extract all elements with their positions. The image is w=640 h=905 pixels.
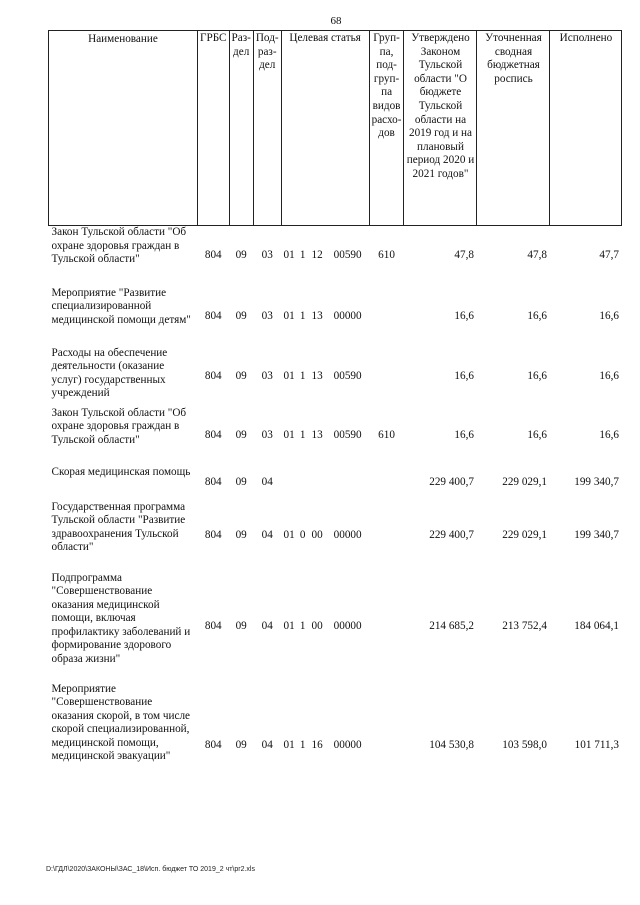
cell-executed: 199 340,7 [574, 476, 619, 489]
table-row [49, 572, 622, 683]
cell-direction: 00000 [333, 309, 362, 322]
cell-grbs: 804 [204, 309, 222, 322]
header-name: Наименование [49, 31, 198, 226]
cell-grbs: 804 [204, 369, 222, 382]
cell-event: 13 [311, 429, 323, 442]
cell-razdel: 09 [235, 369, 247, 382]
cell-expense-type [369, 287, 404, 347]
cell-expense-type [369, 466, 404, 501]
cell-executed: 16,6 [599, 369, 619, 382]
cell-subprogram: 1 [299, 309, 306, 322]
budget-table [48, 30, 622, 810]
cell-expense-type [369, 347, 404, 407]
cell-refined: 16,6 [527, 309, 547, 322]
row-name: Государственная программа Тульской области "Развитие здравоохранения Тульской области" [51, 500, 186, 554]
cell-event: 00 [311, 529, 323, 542]
header-approved: Утверждено Законом Тульской области "О бюджете Тульской области на 2019 год и на плановый период 2020 и 2021 годов" [404, 31, 477, 226]
table-row [49, 287, 622, 347]
cell-podrazdel: 03 [261, 429, 273, 442]
cell-approved: 229 400,7 [429, 529, 474, 542]
cell-executed: 16,6 [599, 309, 619, 322]
cell-event: 13 [311, 309, 323, 322]
cell-razdel: 09 [235, 529, 247, 542]
cell-refined: 16,6 [527, 429, 547, 442]
header-target-article: Целевая статья [281, 31, 369, 226]
cell-podrazdel: 03 [261, 249, 273, 262]
cell-refined: 213 752,4 [502, 620, 547, 633]
header-executed: Исполнено [550, 31, 622, 226]
header-razdel: Раз-дел [229, 31, 253, 226]
table-row [49, 226, 622, 287]
header-refined: Уточненная сводная бюджетная роспись [477, 31, 550, 226]
cell-program: 01 [283, 309, 295, 322]
cell-expense-type [369, 683, 404, 810]
cell-subprogram: 1 [299, 249, 306, 262]
row-name: Подпрограмма "Совершенствование оказания медицинской помощи, включая профилактику заболеваний и формирование здорового образа жизни" [51, 571, 191, 666]
cell-razdel: 09 [235, 620, 247, 633]
cell-approved: 47,8 [454, 249, 474, 262]
cell-event [308, 466, 326, 501]
cell-event: 00 [311, 620, 323, 633]
header-grbs: ГРБС [198, 31, 230, 226]
cell-refined: 16,6 [527, 369, 547, 382]
cell-razdel: 09 [235, 309, 247, 322]
table-row [49, 407, 622, 466]
cell-grbs: 804 [204, 429, 222, 442]
cell-executed: 47,7 [599, 249, 619, 262]
cell-executed: 16,6 [599, 429, 619, 442]
table-row [49, 347, 622, 407]
cell-program: 01 [283, 529, 295, 542]
cell-podrazdel: 03 [261, 369, 273, 382]
file-path-footer: D:\ГДЛ\2020\ЗАКОНЫ\ЗАС_18\Исп. бюджет ТО 2019_2 чт\pr2.xls [46, 866, 255, 873]
cell-subprogram: 1 [299, 429, 306, 442]
cell-program: 01 [283, 620, 295, 633]
cell-approved: 229 400,7 [429, 476, 474, 489]
cell-podrazdel: 03 [261, 309, 273, 322]
cell-expense-type: 610 [378, 249, 395, 262]
cell-executed: 184 064,1 [574, 620, 619, 633]
row-name: Расходы на обеспечение деятельности (оказание услуг) государственных учреждений [51, 346, 168, 400]
cell-program: 01 [283, 369, 295, 382]
cell-podrazdel: 04 [261, 739, 273, 752]
page-number: 68 [330, 15, 342, 27]
cell-approved: 104 530,8 [429, 739, 474, 752]
row-name: Мероприятие "Совершенствование оказания скорой, в том числе скорой специализированной, медицинской помощи, медицинской эвакуации" [51, 682, 191, 763]
cell-event: 12 [311, 249, 323, 262]
cell-grbs: 804 [204, 739, 222, 752]
table-row [49, 683, 622, 810]
cell-event: 16 [311, 739, 323, 752]
cell-program: 01 [283, 429, 295, 442]
cell-approved: 16,6 [454, 429, 474, 442]
cell-program: 01 [283, 249, 295, 262]
cell-expense-type [369, 572, 404, 683]
cell-direction: 00590 [333, 249, 362, 262]
row-name: Скорая медицинская помощь [51, 465, 191, 478]
cell-direction: 00590 [333, 369, 362, 382]
cell-grbs: 804 [204, 529, 222, 542]
cell-refined: 229 029,1 [502, 476, 547, 489]
cell-direction: 00590 [333, 429, 362, 442]
cell-grbs: 804 [204, 620, 222, 633]
cell-direction: 00000 [333, 739, 362, 752]
cell-direction: 00000 [333, 529, 362, 542]
row-name: Закон Тульской области "Об охране здоровья граждан в Тульской области" [51, 406, 187, 446]
cell-subprogram: 1 [299, 739, 306, 752]
cell-subprogram [297, 466, 308, 501]
table-header-row [49, 31, 622, 226]
cell-expense-type: 610 [378, 429, 395, 442]
cell-subprogram: 1 [299, 369, 306, 382]
cell-program: 01 [283, 739, 295, 752]
cell-event: 13 [311, 369, 323, 382]
cell-subprogram: 1 [299, 620, 306, 633]
cell-refined: 47,8 [527, 249, 547, 262]
cell-direction [326, 466, 369, 501]
cell-executed: 101 711,3 [574, 739, 619, 752]
cell-approved: 16,6 [454, 369, 474, 382]
table-row [49, 501, 622, 572]
row-name: Закон Тульской области "Об охране здоровья граждан в Тульской области" [51, 226, 187, 266]
table-row [49, 466, 622, 501]
cell-razdel: 09 [235, 429, 247, 442]
cell-grbs: 804 [204, 249, 222, 262]
cell-razdel: 09 [235, 249, 247, 262]
cell-refined: 229 029,1 [502, 529, 547, 542]
cell-razdel: 09 [235, 739, 247, 752]
cell-expense-type [369, 501, 404, 572]
cell-executed: 199 340,7 [574, 529, 619, 542]
header-expense-type: Груп-па, под-груп-па видов расхо-дов [369, 31, 404, 226]
header-podrazdel: Под-раз-дел [253, 31, 281, 226]
cell-approved: 214 685,2 [429, 620, 474, 633]
cell-refined: 103 598,0 [502, 739, 547, 752]
cell-subprogram: 0 [299, 529, 306, 542]
cell-podrazdel: 04 [261, 620, 273, 633]
cell-podrazdel: 04 [261, 476, 273, 489]
cell-direction: 00000 [333, 620, 362, 633]
cell-approved: 16,6 [454, 309, 474, 322]
cell-razdel: 09 [235, 476, 247, 489]
row-name: Мероприятие "Развитие специализированной медицинской помощи детям" [51, 286, 191, 326]
cell-grbs: 804 [204, 476, 222, 489]
cell-program [281, 466, 297, 501]
cell-podrazdel: 04 [261, 529, 273, 542]
